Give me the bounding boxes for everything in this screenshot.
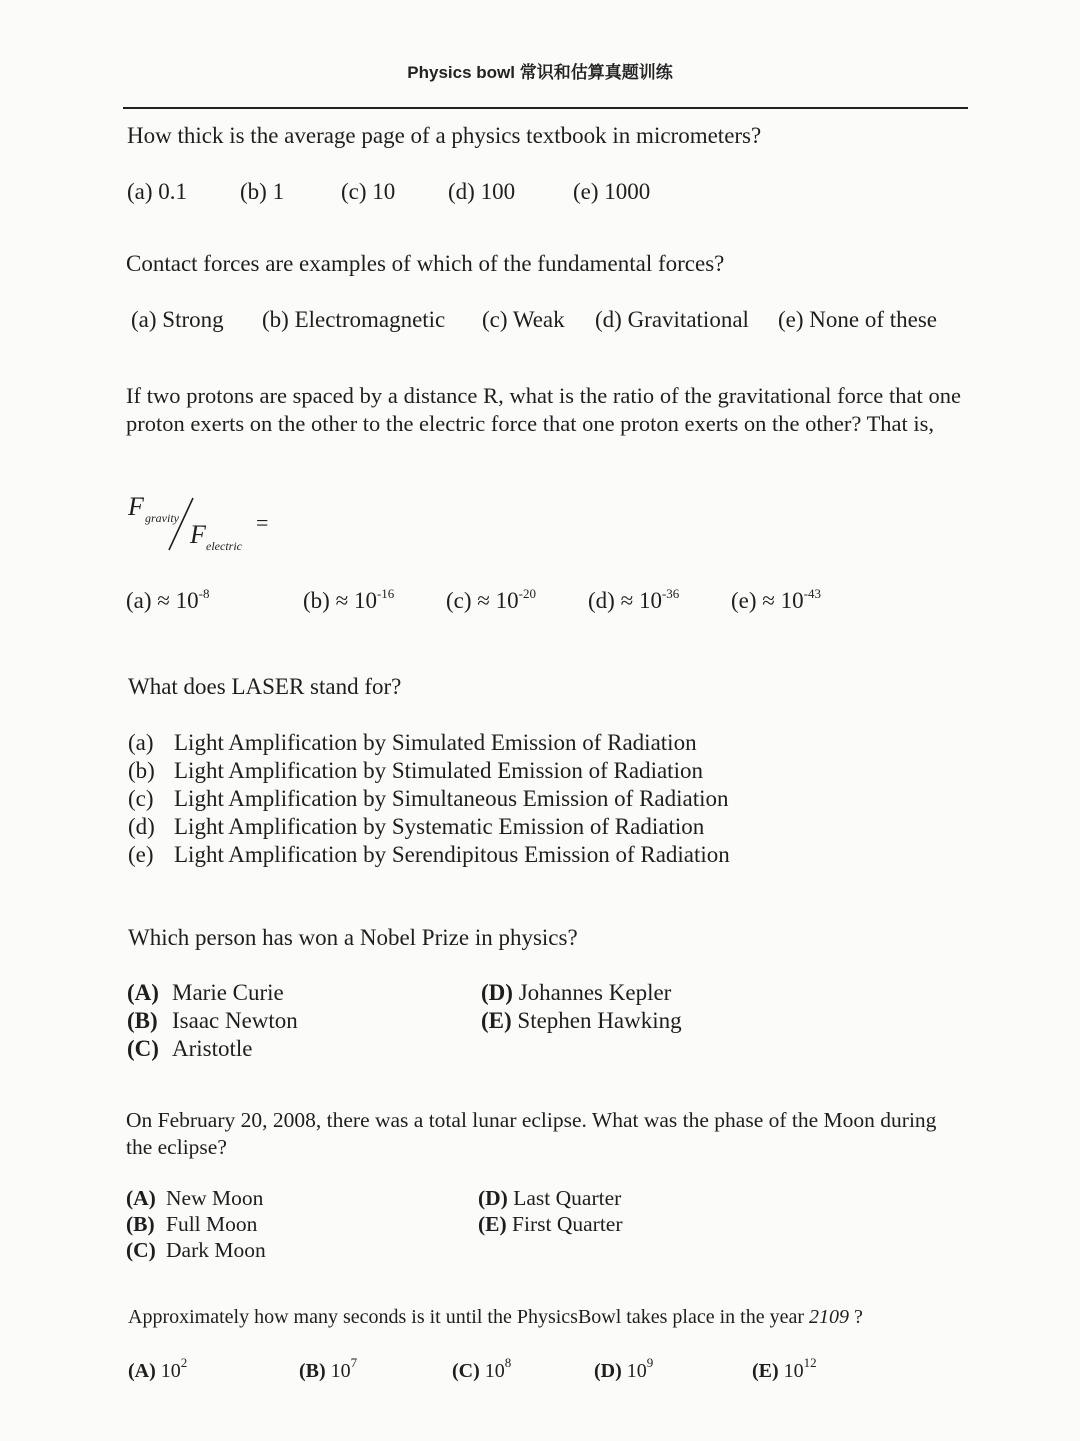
question-3-text: If two protons are spaced by a distance R, what is the ratio of the gravitational force that one proton exerts on the other to the electric force that one proton exerts on the other? That is, xyxy=(126,383,961,436)
question-1-option-a[interactable]: (a) 0.1 xyxy=(127,179,188,204)
question-6-option-d[interactable] xyxy=(478,1186,621,1211)
option-exponent: 7 xyxy=(350,1355,358,1370)
question-7-option-e[interactable] xyxy=(752,1355,817,1383)
option-label: (D) xyxy=(481,980,513,1005)
option-label: (e) xyxy=(128,842,154,867)
option-label: (C) xyxy=(127,1036,159,1061)
option-label: (c) xyxy=(128,786,154,811)
option-exponent: -16 xyxy=(376,586,395,601)
question-2-option-d[interactable]: (d) Gravitational xyxy=(595,307,749,332)
question-1-option-b[interactable]: (b) 1 xyxy=(240,179,285,204)
option-base: ≈ 10 xyxy=(157,588,199,613)
option-text: Aristotle xyxy=(172,1036,253,1061)
option-text: Light Amplification by Systematic Emission of Radiation xyxy=(174,814,705,839)
option-exponent: -20 xyxy=(518,586,536,601)
option-text: Light Amplification by Simultaneous Emission of Radiation xyxy=(174,786,729,811)
question-7-option-b[interactable] xyxy=(299,1355,358,1383)
option-label: (B) xyxy=(299,1360,326,1382)
option-text: New Moon xyxy=(166,1186,264,1210)
question-7-option-c[interactable] xyxy=(452,1355,512,1383)
question-1-option-c[interactable]: (c) 10 xyxy=(341,179,396,204)
option-base: ≈ 10 xyxy=(762,588,804,613)
question-7-year: 2109 xyxy=(809,1306,849,1328)
question-4-option-c[interactable] xyxy=(128,786,729,812)
numerator-subscript: gravity xyxy=(145,511,179,525)
option-text: Marie Curie xyxy=(172,980,284,1005)
option-label: (b) xyxy=(303,588,330,613)
question-7-option-d[interactable] xyxy=(594,1355,654,1383)
question-4-option-a[interactable] xyxy=(128,730,697,756)
question-5-option-d[interactable] xyxy=(481,980,671,1006)
question-2-option-b[interactable]: (b) Electromagnetic xyxy=(262,307,446,332)
option-base: ≈ 10 xyxy=(335,588,377,613)
option-text: Stephen Hawking xyxy=(517,1008,682,1033)
option-label: (B) xyxy=(127,1008,158,1033)
option-label: (a) xyxy=(128,730,154,755)
option-label: (C) xyxy=(452,1360,480,1382)
question-4-option-b[interactable] xyxy=(128,758,703,784)
option-label: (a) xyxy=(126,588,152,613)
option-base: 10 xyxy=(330,1360,351,1382)
question-1-text: How thick is the average page of a physics textbook in micrometers? xyxy=(127,123,762,148)
question-6-text-line-2: the eclipse? xyxy=(126,1135,227,1159)
option-text: Light Amplification by Serendipitous Emission of Radiation xyxy=(174,842,730,867)
option-label: (D) xyxy=(594,1360,622,1382)
option-text: First Quarter xyxy=(512,1212,623,1236)
option-exponent: -36 xyxy=(661,586,680,601)
question-1-option-d[interactable]: (d) 100 xyxy=(448,179,516,204)
option-base: ≈ 10 xyxy=(477,588,519,613)
question-5-option-b[interactable] xyxy=(127,1008,298,1034)
option-label: (e) xyxy=(731,588,757,613)
option-exponent: 2 xyxy=(180,1355,188,1370)
option-label: (c) xyxy=(446,588,472,613)
option-text: Isaac Newton xyxy=(172,1008,298,1033)
option-base: ≈ 10 xyxy=(620,588,662,613)
question-5-option-e[interactable] xyxy=(481,1008,682,1034)
question-3-option-e[interactable] xyxy=(731,588,821,614)
option-exponent: 9 xyxy=(646,1355,654,1370)
numerator-symbol: F xyxy=(128,492,144,521)
question-6-text-line-1: On February 20, 2008, there was a total lunar eclipse. What was the phase of the Moon during xyxy=(126,1108,937,1132)
question-3-option-b[interactable] xyxy=(303,588,394,614)
option-text: Light Amplification by Simulated Emission of Radiation xyxy=(174,730,697,755)
ratio-formula xyxy=(126,490,286,560)
option-text: Full Moon xyxy=(166,1212,258,1236)
question-6-option-c[interactable] xyxy=(126,1238,266,1263)
equals-sign: = xyxy=(256,510,269,535)
option-label: (b) xyxy=(128,758,155,783)
option-label: (E) xyxy=(752,1360,779,1382)
option-text: Dark Moon xyxy=(166,1238,266,1262)
question-6-option-b[interactable] xyxy=(126,1212,257,1237)
question-7-text xyxy=(128,1306,863,1329)
option-exponent: 8 xyxy=(504,1355,512,1370)
option-label: (A) xyxy=(127,980,159,1005)
question-2-text: Contact forces are examples of which of the fundamental forces? xyxy=(126,251,725,276)
option-exponent: 12 xyxy=(803,1355,817,1370)
option-text: Johannes Kepler xyxy=(518,980,672,1005)
denominator-subscript: electric xyxy=(206,539,242,553)
question-6-option-a[interactable] xyxy=(126,1186,263,1211)
question-5-option-c[interactable] xyxy=(127,1036,253,1062)
option-base: 10 xyxy=(484,1360,505,1382)
option-text: Last Quarter xyxy=(513,1186,622,1210)
question-3-option-a[interactable] xyxy=(126,588,210,614)
question-2-option-e[interactable]: (e) None of these xyxy=(778,307,938,332)
option-base: 10 xyxy=(160,1360,181,1382)
header-rule xyxy=(123,107,968,109)
page-header-title: Physics bowl 常识和估算真题训练 xyxy=(407,63,673,82)
option-label: (E) xyxy=(481,1008,512,1033)
question-4-text: What does LASER stand for? xyxy=(128,674,402,699)
question-3-option-c[interactable] xyxy=(446,588,536,614)
question-2-option-c[interactable]: (c) Weak xyxy=(482,307,565,332)
question-7-tail: ? xyxy=(854,1306,863,1328)
option-exponent: -43 xyxy=(803,586,821,601)
option-base: 10 xyxy=(783,1360,804,1382)
denominator-symbol: F xyxy=(190,520,206,549)
question-5-text: Which person has won a Nobel Prize in physics? xyxy=(128,925,578,950)
option-label: (C) xyxy=(126,1238,156,1262)
option-label: (A) xyxy=(126,1186,156,1210)
question-1-option-e[interactable]: (e) 1000 xyxy=(573,179,651,204)
option-base: 10 xyxy=(626,1360,647,1382)
question-7-main: Approximately how many seconds is it until the PhysicsBowl takes place in the year xyxy=(128,1306,804,1328)
question-4-option-e[interactable] xyxy=(128,842,730,868)
option-label: (A) xyxy=(128,1360,156,1382)
question-6-option-e[interactable] xyxy=(478,1212,623,1237)
question-7-option-a[interactable] xyxy=(128,1355,188,1383)
option-exponent: -8 xyxy=(198,586,210,601)
question-3-option-d[interactable] xyxy=(588,588,679,614)
question-4-option-d[interactable] xyxy=(128,814,704,840)
option-label: (d) xyxy=(128,814,155,839)
option-label: (D) xyxy=(478,1186,508,1210)
option-label: (d) xyxy=(588,588,615,613)
option-text: Light Amplification by Stimulated Emission of Radiation xyxy=(174,758,703,783)
option-label: (B) xyxy=(126,1212,155,1236)
option-label: (E) xyxy=(478,1212,507,1236)
question-2-option-a[interactable]: (a) Strong xyxy=(131,307,224,332)
question-5-option-a[interactable] xyxy=(127,980,284,1006)
